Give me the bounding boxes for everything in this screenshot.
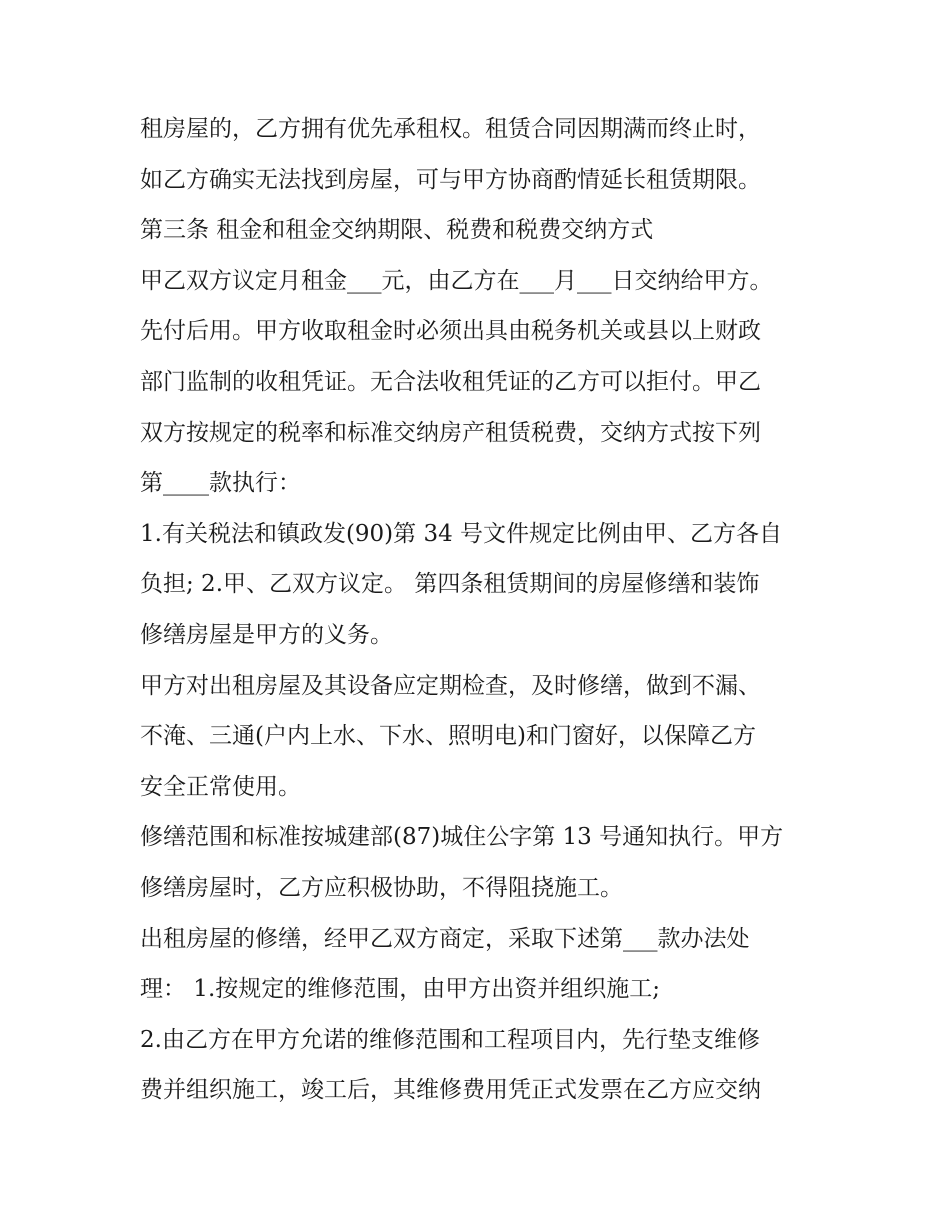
text-line: 出租房屋的修缮，经甲乙双方商定，采取下述第___款办法处 [140, 925, 750, 952]
document-body [140, 104, 830, 1116]
text-line: 双方按规定的税率和标准交纳房产租赁税费，交纳方式按下列 [140, 419, 761, 446]
text-line: 第____款执行： [140, 470, 301, 497]
text-line: 安全正常使用。 [140, 773, 301, 800]
text-line: 不淹、三通(户内上水、下水、照明电)和门窗好，以保障乙方 [140, 723, 756, 750]
text-line: 费并组织施工，竣工后，其维修费用凭正式发票在乙方应交纳 [140, 1077, 761, 1104]
text-line: 先付后用。甲方收取租金时必须出具由税务机关或县以上财政 [140, 318, 761, 345]
text-line: 修缮房屋是甲方的义务。 [140, 621, 393, 648]
text-line: 2.由乙方在甲方允诺的维修范围和工程项目内，先行垫支维修 [140, 1026, 760, 1053]
text-line: 甲方对出租房屋及其设备应定期检查，及时修缮，做到不漏、 [140, 672, 761, 699]
text-line: 修缮房屋时，乙方应积极协助，不得阻挠施工。 [140, 874, 623, 901]
text-line: 租房屋的，乙方拥有优先承租权。租赁合同因期满而终止时， [140, 116, 761, 142]
text-line: 如乙方确实无法找到房屋，可与甲方协商酌情延长租赁期限。 [140, 166, 761, 193]
text-line: 甲乙双方议定月租金___元，由乙方在___月___日交纳给甲方。 [140, 267, 773, 294]
text-line: 1.有关税法和镇政发(90)第 34 号文件规定比例由甲、乙方各自 [140, 520, 783, 547]
text-line: 理： 1.按规定的维修范围，由甲方出资并组织施工; [140, 976, 661, 1003]
text-line: 负担; 2.甲、乙双方议定。 第四条租赁期间的房屋修缮和装饰 [140, 571, 760, 598]
text-line: 部门监制的收租凭证。无合法收租凭证的乙方可以拒付。甲乙 [140, 368, 761, 395]
section-heading: 第三条 租金和租金交纳期限、税费和税费交纳方式 [140, 217, 654, 244]
text-line: 修缮范围和标准按城建部(87)城住公字第 13 号通知执行。甲方 [140, 824, 784, 851]
